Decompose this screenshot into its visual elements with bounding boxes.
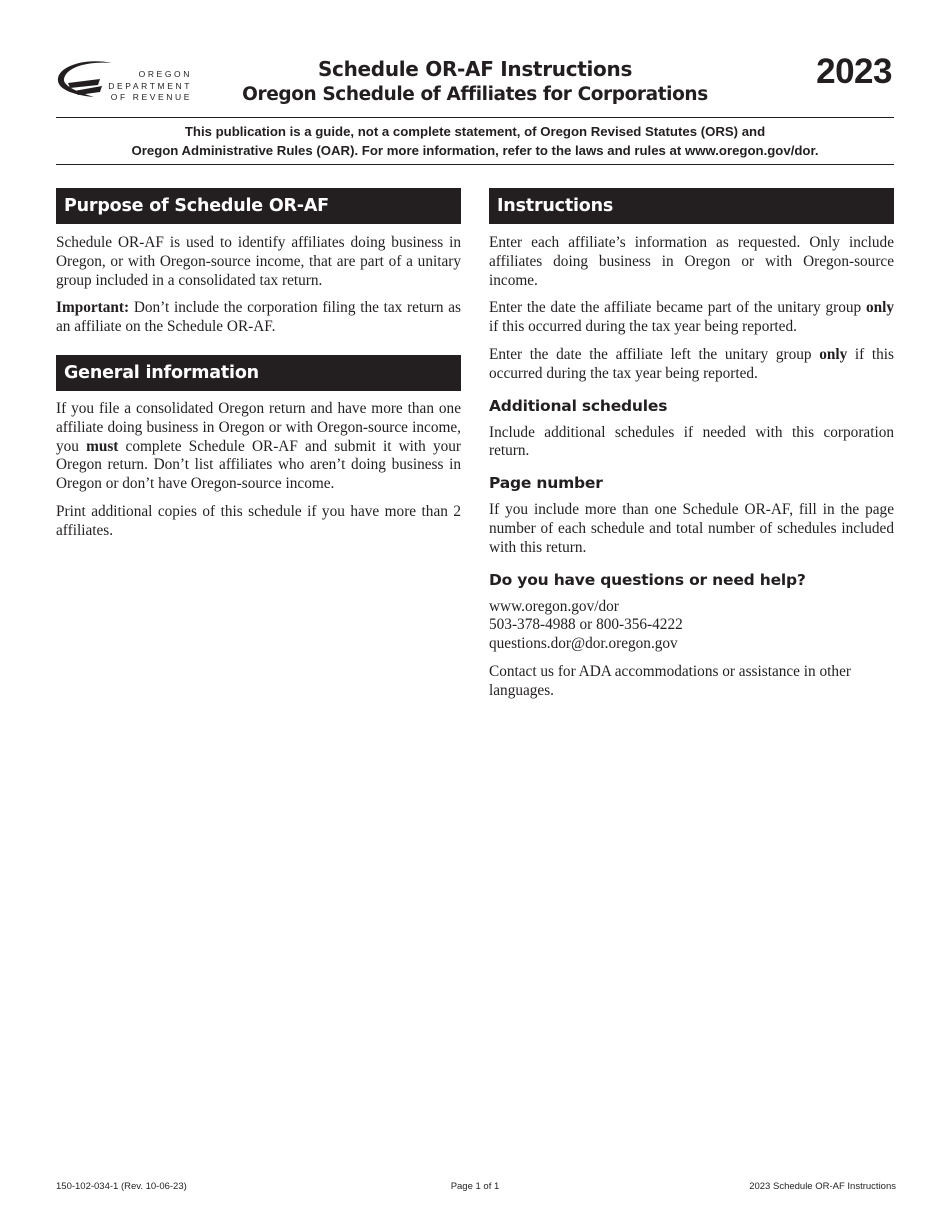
important-note xyxy=(56,299,461,337)
logo-line-3: OF REVENUE xyxy=(110,92,192,102)
publication-notice xyxy=(56,123,894,160)
general-text-b: complete Schedule OR-AF and submit it with your Oregon return. Don’t list affiliates who aren’t doing business in Oregon or don’t have Oregon-source income. xyxy=(56,437,461,493)
additional-schedules-heading: Additional schedules xyxy=(489,396,668,415)
page-number-heading: Page number xyxy=(489,474,603,493)
purpose-heading: Purpose of Schedule OR-AF xyxy=(56,188,461,224)
page-number-text: If you include more than one Schedule OR-AF, fill in the page number of each schedule and total number of schedules included with this return. xyxy=(489,501,894,556)
general-heading: General information xyxy=(56,355,461,391)
title-block xyxy=(200,56,750,108)
p3-only: only xyxy=(819,345,848,363)
p2-text-b: if this occurred during the tax year being reported. xyxy=(489,318,797,336)
page-indicator: Page 1 of 1 xyxy=(450,1181,500,1192)
additional-schedules-text: Include additional schedules if needed with this corporation return. xyxy=(489,423,894,460)
instructions-p2 xyxy=(489,299,894,337)
page-subtitle: Oregon Schedule of Affiliates for Corporations xyxy=(242,84,708,105)
page-title: Schedule OR-AF Instructions xyxy=(317,57,633,81)
tax-year: 2023 xyxy=(816,52,892,91)
notice-line-1: This publication is a guide, not a complete statement, of Oregon Revised Statutes (ORS) and xyxy=(184,124,766,139)
top-rule xyxy=(56,117,894,118)
p2-only: only xyxy=(865,299,894,317)
right-column xyxy=(489,188,894,710)
phone-numbers: 503-378-4988 or 800-356-4222 xyxy=(489,616,683,634)
important-text: Don’t include the corporation filing the tax return as an affiliate on the Schedule OR-AF. xyxy=(56,299,462,336)
document-name: 2023 Schedule OR-AF Instructions xyxy=(749,1181,896,1192)
general-text-must: must xyxy=(86,437,119,455)
logo-line-1: OREGON xyxy=(138,69,192,79)
purpose-text: Schedule OR-AF is used to identify affiliates doing business in Oregon, or with Oregon-source income, that are part of a unitary group included in a consolidated tax return. xyxy=(56,234,461,289)
print-copies-text: Print additional copies of this schedule if you have more than 2 affiliates. xyxy=(56,502,461,539)
email-link[interactable]: questions.dor@dor.oregon.gov xyxy=(489,635,678,653)
form-number: 150-102-034-1 (Rev. 10-06-23) xyxy=(56,1181,187,1192)
help-heading: Do you have questions or need help? xyxy=(489,570,806,589)
important-label: Important: xyxy=(56,299,130,317)
p3-text-a: Enter the date the affiliate left the unitary group xyxy=(489,345,812,363)
notice-line-2: Oregon Administrative Rules (OAR). For more information, refer to the laws and rules at www.oregon.gov/dor. xyxy=(131,142,819,158)
oregon-dor-logo xyxy=(54,55,194,105)
instructions-p1: Enter each affiliate’s information as requested. Only include affiliates doing business in Oregon or with Oregon-source income. xyxy=(489,234,894,289)
left-column xyxy=(56,188,461,550)
instructions-p3 xyxy=(489,346,894,384)
general-text xyxy=(56,400,461,494)
general-text-a: If you file a consolidated Oregon return and have more than one affiliate doing business in Oregon or with Oregon-source income, you xyxy=(56,399,461,455)
website-link[interactable]: www.oregon.gov/dor xyxy=(489,597,619,615)
p2-text-a: Enter the date the affiliate became part of the unitary group xyxy=(489,299,862,317)
instructions-heading: Instructions xyxy=(489,188,894,224)
ada-text: Contact us for ADA accommodations or assistance in other languages. xyxy=(489,662,851,699)
contact-info xyxy=(489,598,894,654)
p3-text-b: if this occurred during the tax year being reported. xyxy=(489,345,894,382)
notice-rule xyxy=(56,164,894,165)
logo-line-2: DEPARTMENT xyxy=(108,80,192,91)
